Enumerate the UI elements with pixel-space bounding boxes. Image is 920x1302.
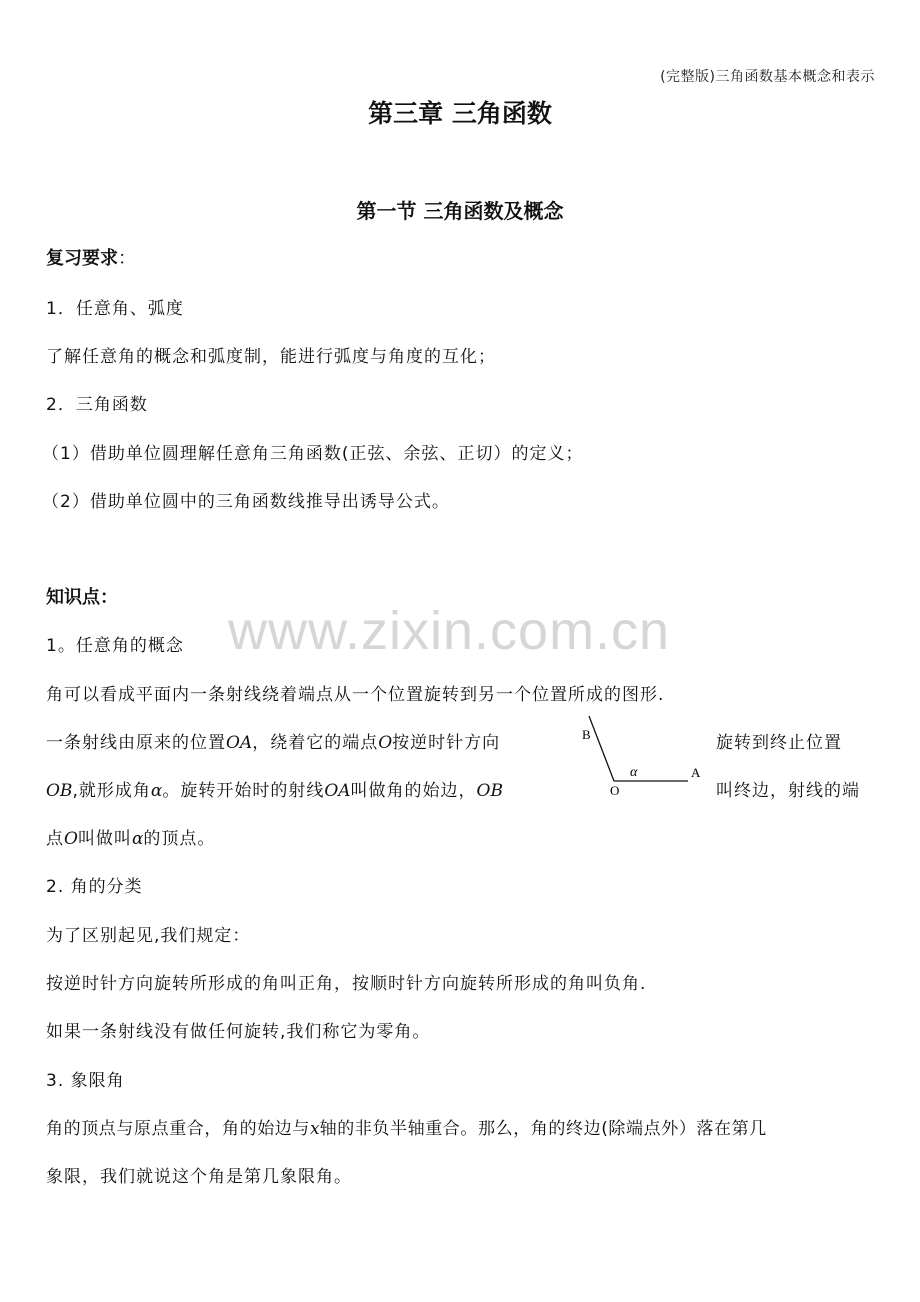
review-item-1: 1．任意角、弧度 [46, 299, 184, 319]
review-item-1-desc: 了解任意角的概念和弧度制，能进行弧度与角度的互化； [46, 347, 496, 367]
label-b: B [582, 727, 591, 742]
k1-title: 1。任意角的概念 [46, 636, 184, 656]
k2-line-2: 按逆时针方向旋转所形成的角叫正角，按顺时针方向旋转所形成的角叫负角. [46, 974, 647, 994]
label-alpha: α [630, 765, 638, 780]
k3-line-1: 角的顶点与原点重合，角的始边与x轴的非负半轴重合。那么，角的终边(除端点外）落在第几 [46, 1119, 767, 1139]
label-o: O [610, 783, 620, 798]
review-item-2: 2．三角函数 [46, 395, 148, 415]
running-header: (完整版)三角函数基本概念和表示 [660, 69, 875, 85]
review-item-2b: （2）借助单位圆中的三角函数线推导出诱导公式。 [42, 492, 450, 512]
k1-line-3: OB,就形成角α。旋转开始时的射线OA叫做角的始边，OB [46, 781, 503, 801]
review-heading: 复习要求： [46, 248, 136, 269]
k1-line-3-right: 叫终边，射线的端 [716, 781, 860, 801]
k2-title: 2. 角的分类 [46, 877, 143, 897]
review-item-2a: （1）借助单位圆理解任意角三角函数(正弦、余弦、正切）的定义； [42, 444, 584, 464]
chapter-title: 第三章 三角函数 [368, 99, 552, 128]
section-title: 第一节 三角函数及概念 [356, 199, 564, 223]
k1-line-1: 角可以看成平面内一条射线绕着端点从一个位置旋转到另一个位置所成的图形. [46, 685, 665, 705]
k3-title: 3. 象限角 [46, 1071, 125, 1091]
watermark: www.zixin.com.cn [228, 601, 671, 661]
label-a: A [691, 765, 701, 780]
k1-line-2: 一条射线由原来的位置OA，绕着它的端点O按逆时针方向 [46, 733, 501, 753]
k2-line-3: 如果一条射线没有做任何旋转,我们称它为零角。 [46, 1022, 431, 1042]
k1-line-2-right: 旋转到终止位置 [716, 733, 842, 753]
k3-line-2: 象限，我们就说这个角是第几象限角。 [46, 1167, 352, 1187]
ray-ob [589, 716, 614, 781]
angle-diagram [578, 708, 708, 803]
knowledge-heading: 知识点： [46, 587, 118, 608]
k1-line-4: 点O叫做叫α的顶点。 [46, 829, 216, 849]
k2-line-1: 为了区别起见,我们规定： [46, 926, 251, 946]
